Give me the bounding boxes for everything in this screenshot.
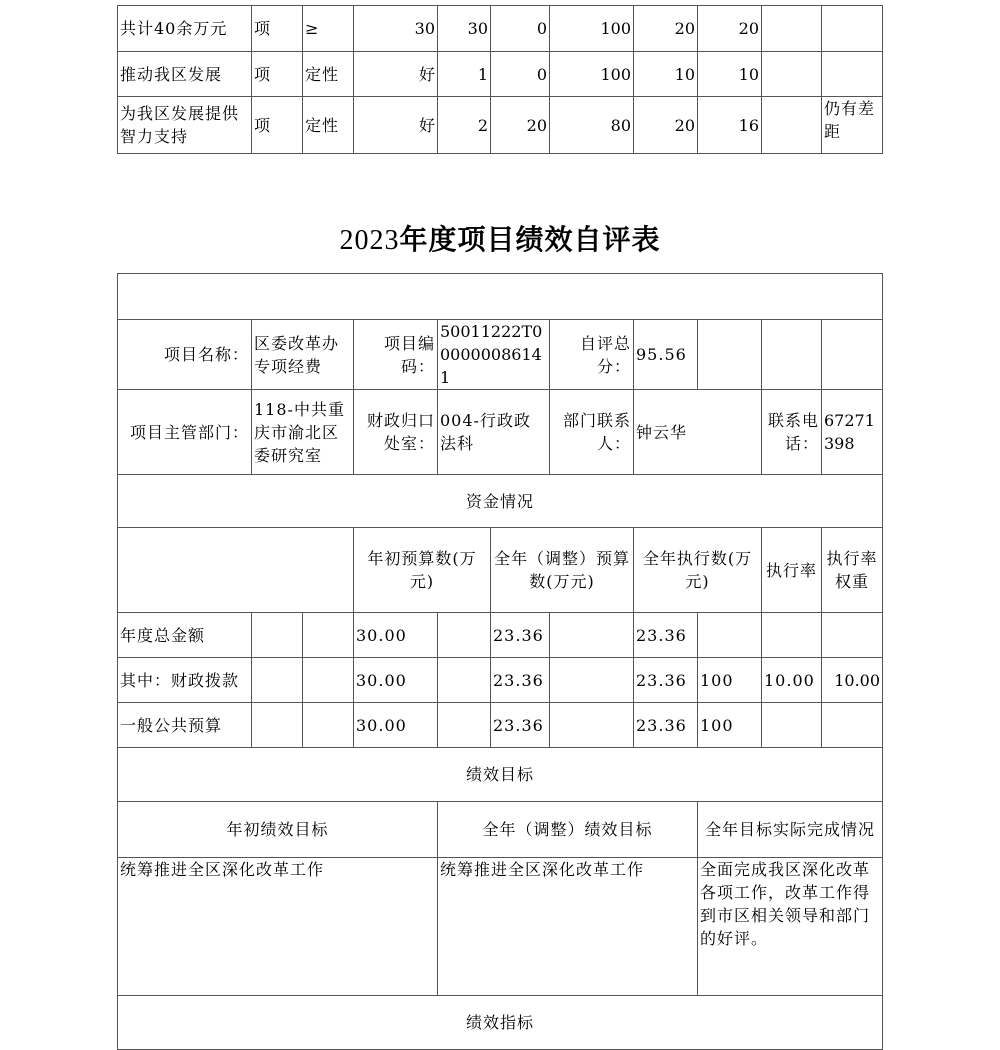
project-info-row [118, 320, 883, 390]
adjusted-goal-header: 全年（调整）绩效目标 [438, 802, 698, 858]
finance-office-value: 004-行政政法科 [438, 390, 550, 475]
funds-row-label: 一般公共预算 [118, 703, 252, 748]
funds-initial: 30.00 [354, 703, 438, 748]
finance-office-label: 财政归口处室： [354, 390, 438, 475]
title-text: 年度项目绩效自评表 [399, 223, 661, 256]
blank-cell [118, 274, 883, 320]
initial-budget-header: 年初预算数(万元) [354, 528, 491, 613]
indicator-operator: ≥ [303, 6, 354, 52]
actual-goal-header: 全年目标实际完成情况 [698, 802, 883, 858]
indicator-remark [822, 6, 883, 52]
funds-row [118, 613, 883, 658]
indicator-remark: 仍有差距 [822, 97, 883, 154]
indicator-score: 10 [698, 52, 762, 97]
project-code-label: 项目编码： [354, 320, 438, 390]
initial-goal: 统筹推进全区深化改革工作 [118, 858, 438, 996]
actual-goal: 全面完成我区深化改革各项工作，改革工作得到市区相关领导和部门的好评。 [698, 858, 883, 996]
indicator-weight: 10 [634, 52, 698, 97]
indicators-section-row [118, 996, 883, 1050]
table-row [118, 6, 883, 52]
funds-initial: 30.00 [354, 658, 438, 703]
indicator-unit: 项 [252, 6, 303, 52]
table-row [118, 97, 883, 154]
funds-weight [762, 613, 822, 658]
funds-row [118, 658, 883, 703]
indicator-score: 16 [698, 97, 762, 154]
indicator-extra [762, 52, 822, 97]
goals-content-row [118, 858, 883, 996]
initial-goal-header: 年初绩效目标 [118, 802, 438, 858]
indicator-extra [762, 6, 822, 52]
indicator-deviation: 20 [491, 97, 550, 154]
indicator-extra [762, 97, 822, 154]
project-code-value: 50011222T000000086141 [438, 320, 550, 390]
indicator-score: 20 [698, 6, 762, 52]
goals-header-row [118, 802, 883, 858]
indicator-name: 推动我区发展 [118, 52, 252, 97]
funds-score [822, 703, 883, 748]
indicator-operator: 定性 [303, 97, 354, 154]
indicators-section-title: 绩效指标 [118, 996, 883, 1050]
dept-value: 118-中共重庆市渝北区委研究室 [252, 390, 354, 475]
funds-rate: 100 [698, 703, 762, 748]
funds-adjusted: 23.36 [491, 703, 550, 748]
funds-adjusted: 23.36 [491, 613, 550, 658]
funds-section-row [118, 475, 883, 528]
adjusted-budget-header: 全年（调整）预算数(万元) [491, 528, 634, 613]
indicator-actual: 1 [438, 52, 491, 97]
funds-adjusted: 23.36 [491, 658, 550, 703]
self-evaluation-table [117, 273, 883, 1050]
contact-value: 钟云华 [634, 390, 762, 475]
dept-label: 项目主管部门： [118, 390, 252, 475]
executed-header: 全年执行数(万元) [634, 528, 762, 613]
indicator-weight: 20 [634, 6, 698, 52]
phone-label: 联系电话： [762, 390, 822, 475]
funds-row [118, 703, 883, 748]
funds-rate: 100 [698, 658, 762, 703]
table-row [118, 52, 883, 97]
funds-initial: 30.00 [354, 613, 438, 658]
indicator-completion: 80 [550, 97, 634, 154]
page-title [0, 218, 1000, 258]
funds-row-label: 年度总金额 [118, 613, 252, 658]
indicator-name: 共计40余万元 [118, 6, 252, 52]
goals-section-row [118, 748, 883, 802]
funds-weight [762, 703, 822, 748]
indicator-unit: 项 [252, 52, 303, 97]
funds-executed: 23.36 [634, 658, 698, 703]
funds-row-label: 其中：财政拨款 [118, 658, 252, 703]
indicator-target: 30 [354, 6, 438, 52]
indicator-deviation: 0 [491, 52, 550, 97]
contact-label: 部门联系人： [550, 390, 634, 475]
funds-section-title: 资金情况 [118, 475, 883, 528]
indicator-completion: 100 [550, 6, 634, 52]
funds-rate [698, 613, 762, 658]
blank-header-row [118, 274, 883, 320]
indicator-deviation: 0 [491, 6, 550, 52]
self-score-label: 自评总分： [550, 320, 634, 390]
funds-weight: 10.00 [762, 658, 822, 703]
dept-info-row [118, 390, 883, 475]
funds-score: 10.00 [822, 658, 883, 703]
funds-score [822, 613, 883, 658]
funds-header-row [118, 528, 883, 613]
indicator-remark [822, 52, 883, 97]
weight-header: 执行率权重 [822, 528, 883, 613]
indicator-target: 好 [354, 52, 438, 97]
indicator-unit: 项 [252, 97, 303, 154]
title-year: 2023 [339, 225, 400, 256]
project-name-value: 区委改革办专项经费 [252, 320, 354, 390]
adjusted-goal: 统筹推进全区深化改革工作 [438, 858, 698, 996]
indicator-completion: 100 [550, 52, 634, 97]
phone-value: 67271398 [822, 390, 883, 475]
indicator-weight: 20 [634, 97, 698, 154]
indicator-actual: 30 [438, 6, 491, 52]
indicator-target: 好 [354, 97, 438, 154]
indicator-actual: 2 [438, 97, 491, 154]
rate-header: 执行率 [762, 528, 822, 613]
project-name-label: 项目名称： [118, 320, 252, 390]
indicator-name: 为我区发展提供智力支持 [118, 97, 252, 154]
funds-executed: 23.36 [634, 703, 698, 748]
indicator-operator: 定性 [303, 52, 354, 97]
indicator-continuation-table [117, 5, 883, 154]
goals-section-title: 绩效目标 [118, 748, 883, 802]
self-score-value: 95.56 [634, 320, 698, 390]
funds-executed: 23.36 [634, 613, 698, 658]
